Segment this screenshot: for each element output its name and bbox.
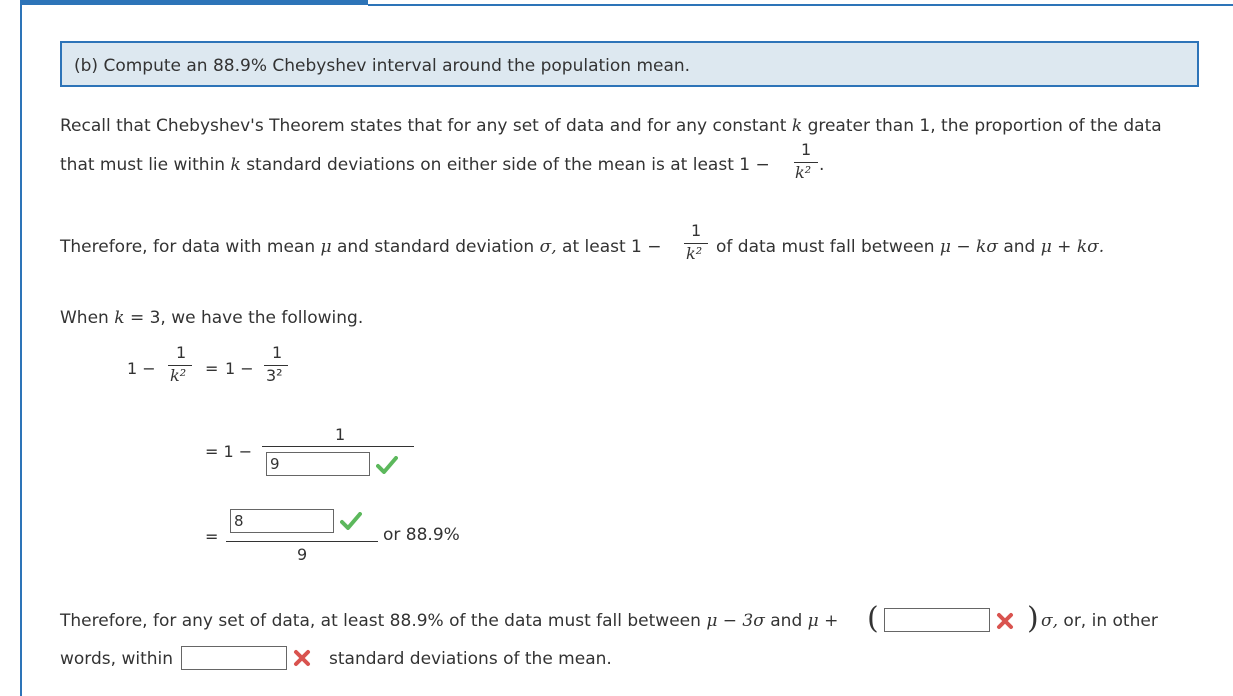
calc-den4: 9 xyxy=(297,545,308,564)
final-line2-a: words, within xyxy=(60,649,174,669)
check-icon xyxy=(340,512,362,530)
final-line1-tail: σ, or, in other xyxy=(1041,611,1158,631)
numerator-input[interactable]: 8 xyxy=(230,509,334,533)
question-header xyxy=(60,41,1199,87)
within-input[interactable] xyxy=(181,646,287,670)
therefore-line-tail: of data must fall between μ − kσ and μ + kσ. xyxy=(716,237,1105,257)
sigma-coefficient-input[interactable] xyxy=(884,608,990,632)
close-paren: ) xyxy=(1027,601,1039,636)
calc-eq3: = xyxy=(205,527,219,546)
expr-mu-minus-k-sigma: μ − kσ xyxy=(939,237,998,257)
var-k: k xyxy=(230,155,241,175)
check-icon xyxy=(376,456,398,474)
period: . xyxy=(819,155,825,175)
calc-num2: 1 xyxy=(272,343,283,362)
sigma-symbol: σ, xyxy=(539,237,557,257)
final-line2-b: standard deviations of the mean. xyxy=(329,649,612,669)
fraction-bar xyxy=(262,446,414,447)
incorrect-icon xyxy=(996,612,1014,630)
expr-mu-minus-3-sigma: μ − 3σ xyxy=(706,611,765,631)
top-border xyxy=(368,4,1233,6)
final-line1: Therefore, for any set of data, at least 88.9% of the data must fall between μ − 3σ and μ + xyxy=(60,611,839,631)
active-tab-indicator xyxy=(20,0,368,5)
incorrect-icon xyxy=(293,649,311,667)
left-border xyxy=(20,0,22,696)
calc-one-minus2: 1 − xyxy=(225,359,254,378)
fraction-bar xyxy=(226,541,378,542)
fraction-numerator: 1 xyxy=(801,140,812,159)
expr-mu-plus-k-sigma: μ + kσ. xyxy=(1040,237,1105,257)
calc-one-minus: 1 − xyxy=(127,359,156,378)
fraction-denominator: k² xyxy=(795,163,812,182)
open-paren: ( xyxy=(867,601,879,636)
mu-symbol: μ xyxy=(320,237,332,257)
denominator-input[interactable]: 9 xyxy=(266,452,370,476)
calc-den1: k² xyxy=(170,366,187,385)
therefore-line: Therefore, for data with mean μ and standard deviation σ, at least 1 − xyxy=(60,237,662,257)
calc-den2: 3² xyxy=(266,366,283,385)
calc-num1: 1 xyxy=(176,343,187,362)
expr-mu-plus: μ + xyxy=(807,611,839,631)
sigma-symbol: σ, xyxy=(1041,611,1059,631)
var-k: k xyxy=(114,308,125,328)
when-line: When k = 3, we have the following. xyxy=(60,308,364,328)
recall-line1: Recall that Chebyshev's Theorem states that for any set of data and for any constant k greater than 1, the proportion of the data xyxy=(60,116,1162,136)
calc-equals: = xyxy=(205,359,219,378)
var-k: k xyxy=(791,116,803,136)
or-percent-text: or 88.9% xyxy=(383,525,460,545)
question-text: (b) Compute an 88.9% Chebyshev interval around the population mean. xyxy=(74,56,691,76)
recall-line2: that must lie within k standard deviations on either side of the mean is at least 1 − xyxy=(60,155,770,175)
fraction-denominator: k² xyxy=(686,244,703,263)
calc-num3: 1 xyxy=(335,425,346,444)
calc-eq2: = 1 − xyxy=(205,442,253,461)
fraction-numerator: 1 xyxy=(691,221,702,240)
